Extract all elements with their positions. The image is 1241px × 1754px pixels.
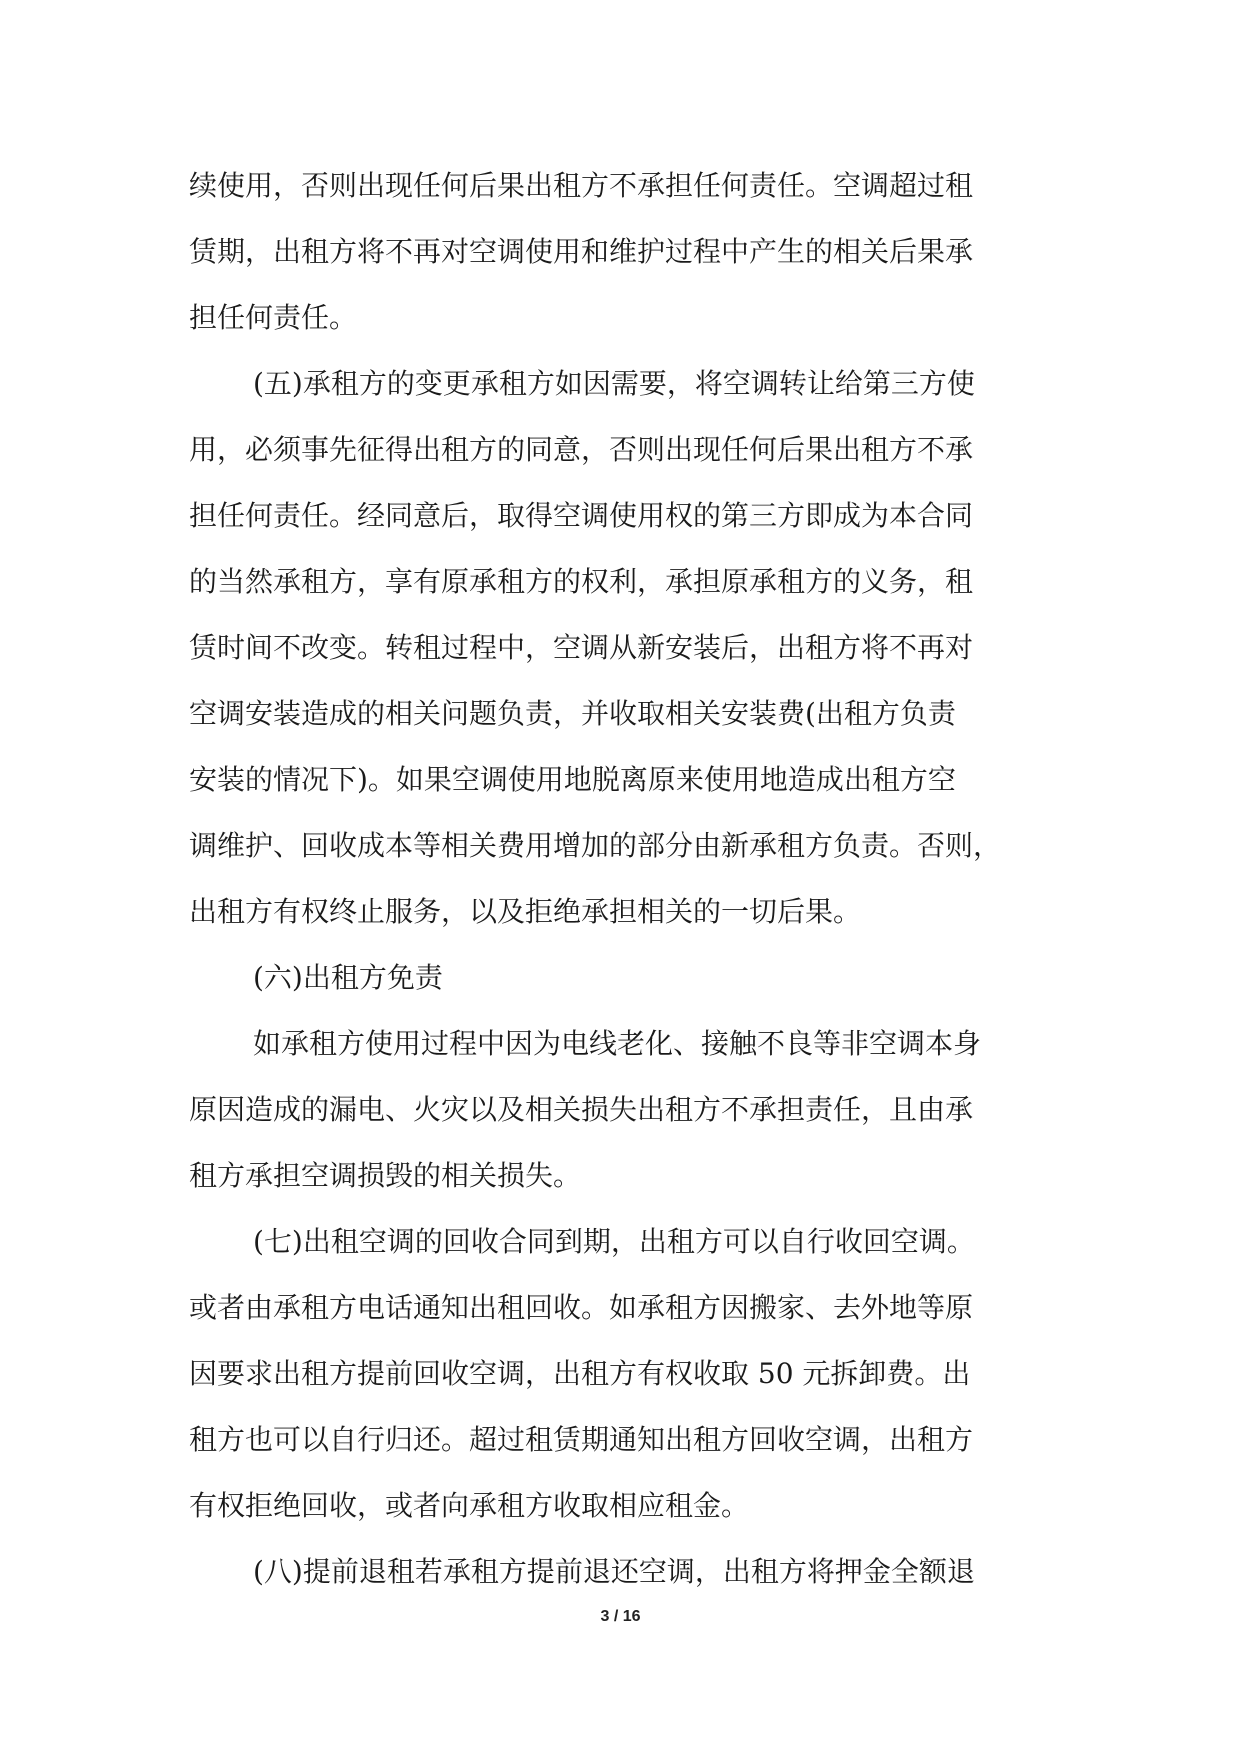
- section-7-heading-line: (七)出租空调的回收合同到期，出租方可以自行收回空调。: [253, 1225, 975, 1258]
- text-line: 安装的情况下)。如果空调使用地脱离原来使用地造成出租方空: [189, 763, 956, 796]
- text-line: 的当然承租方，享有原承租方的权利，承担原承租方的义务，租: [189, 565, 974, 598]
- text-line: 担任何责任。: [189, 301, 358, 334]
- text-line: 租方承担空调损毁的相关损失。: [189, 1159, 582, 1192]
- page-number: 3 / 16: [600, 1608, 641, 1625]
- text-line: 如承租方使用过程中因为电线老化、接触不良等非空调本身: [253, 1027, 982, 1060]
- text-line: 赁期，出租方将不再对空调使用和维护过程中产生的相关后果承: [189, 235, 974, 268]
- section-8-heading-line: (八)提前退租若承租方提前退还空调，出租方将押金全额退: [253, 1555, 975, 1588]
- section-5-heading-line: (五)承租方的变更承租方如因需要，将空调转让给第三方使: [253, 367, 975, 400]
- text-line: 担任何责任。经同意后，取得空调使用权的第三方即成为本合同: [189, 499, 974, 532]
- text-line: 出租方有权终止服务，以及拒绝承担相关的一切后果。: [189, 895, 862, 928]
- text-line: 用，必须事先征得出租方的同意，否则出现任何后果出租方不承: [189, 433, 974, 466]
- text-line: 有权拒绝回收，或者向承租方收取相应租金。: [189, 1489, 750, 1522]
- text-line: 续使用，否则出现任何后果出租方不承担任何责任。空调超过租: [189, 169, 974, 202]
- text-line: 赁时间不改变。转租过程中，空调从新安装后，出租方将不再对: [189, 631, 974, 664]
- text-line: 租方也可以自行归还。超过租赁期通知出租方回收空调，出租方: [189, 1423, 974, 1456]
- section-6-heading: (六)出租方免责: [253, 961, 443, 994]
- text-line: 空调安装造成的相关问题负责，并收取相关安装费(出租方负责: [189, 697, 956, 730]
- text-line: 或者由承租方电话通知出租回收。如承租方因搬家、去外地等原: [189, 1291, 974, 1324]
- text-line: 调维护、回收成本等相关费用增加的部分由新承租方负责。否则，: [189, 829, 1002, 862]
- text-line: 因要求出租方提前回收空调，出租方有权收取 50 元拆卸费。出: [189, 1357, 971, 1390]
- text-line: 原因造成的漏电、火灾以及相关损失出租方不承担责任，且由承: [189, 1093, 974, 1126]
- body-text: [189, 153, 1059, 1605]
